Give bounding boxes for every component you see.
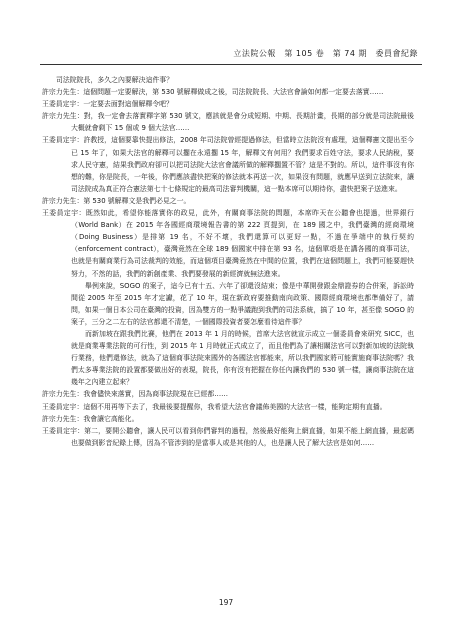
paragraph: 王委員定宇：既然如此，希望你能落實你的政見，此外，有關商事法院的問題，本席昨天在公聽會也提過，世界銀行（World Bank）在 2015 年各國經商環境報告書的第 222 頁提到，在 189 國之中，我們臺灣的經商環境（Doing Business）是排第 19 名，不好不壞，我們還算可以更好一點，不過在爭端中的執行契約（enforcement contract），臺灣竟然在全球 189 個國家中排在第 93 名，這個單項是在講各國的商事司法，也就是有關商業行為司法裁判的效能，而這個項目臺灣竟然在中間的位置，我們在這個問題上，我們可能要趕快努力，不然的話，我們的新創產業、我們要發展的新經濟就無法進來。 xyxy=(42,209,414,278)
paragraph: 許宗力先生：這個問題一定要解決，第 530 號解釋做成之後，司法院院長、大法官會論如何都一定要去落實…… xyxy=(42,88,384,97)
paragraph: 王委員定宇：第二，要開公聽會，讓人民可以看到你們審判的過程，然後最好能夠上網直播，如果不能上網直播，最起碼也要做到影音紀錄上傳，因為不管涉到的是當事人或是其他的人，也是讓人民了解大法官是如何…… xyxy=(42,426,414,447)
document-body xyxy=(42,74,414,594)
paragraph: 許宗力先生：我會儘快來落實，因為商事法院現在已經都…… xyxy=(42,390,229,399)
header-title: 立法院公報 第 105 卷 第 74 期 委員會紀錄 xyxy=(233,49,418,58)
paragraph: 舉例來說，SOGO 的案子，這今已有十五、六年了卻還沒結束；像是中華開發跟金鼎證券的合併案，訴訟時間從 2005 年至 2015 年才定讞，花了 10 年，現在新政府要推動南向政策、國際經商環境也都準備好了，請問，如果一個日本公司在臺灣的投資，因為雙方的一點爭議跑到我們的司法系統，搞了 10 年，甚至像 SOGO 的案子，三分之二左右的法官都還不清楚，一個國際投資者要怎麼看待這件事？ xyxy=(71,281,414,326)
paragraph: 許宗力先生：對，我一定會去落實釋字第 530 號文，應該就是會分成短期、中期、長期計畫，長期的部分就是司法院最後大概就會剩下 15 個或 9 個大法官…… xyxy=(42,112,414,133)
page-number: 197 xyxy=(218,598,234,607)
paragraph: 而新加坡在跟我們比賽，他們在 2013 年 1 月的時候，首席大法官就宣示成立一個委員會來研究 SICC，也就是商業專業法院的可行性，到 2015 年 1 月時就正式成立了，而且他們為了讓相關法官可以對新加坡的法院執行業務，他們還修法，就為了這個商事法院來國外的各國法官都能來，所以我們國家將可能實施商事法院嗎？我們太多專業法院的設置都要做出好的表現，院長，你有沒有把握在你任內讓我們的 530 號一樣，讓商事法院在這幾年之內建立起來？ xyxy=(71,329,414,387)
paragraph: 王委員定宇：許教授，這個要靠快提出修法，2008 年司法院曾經提過修法，但當時立法院沒有處理，這個釋憲文提出至今已 15 年了，如果大法官的解釋可以擱在永遠擱 15 年，解釋文有何用？我們要求百姓守法，要求人民納稅，要求人民守憲，結果我們政府卻可以把司法院大法官會議所做的解釋擱置不管？這是不對的。所以，這件事沒有你想的難，你是院長，一年後，你們應該盡快把案的修法就本再送一次，如果沒有問題，就應早送到立法院來，讓司法院成為真正符合憲法第七十七條規定的最高司法審判機關，這一點本席可以期待你，盡快把案子送進來。 xyxy=(42,136,414,193)
page-header xyxy=(40,48,422,65)
paragraph: 許宗力先生：第 530 號解釋文是我們必見之一。 xyxy=(42,196,191,205)
paragraph: 許宗力先生：我會讓它高能化。 xyxy=(42,414,139,423)
paragraph: 司法院院長，多久之內要解決這件事？ xyxy=(56,76,174,84)
paragraph: 王委員定宇：這個不用再等下去了，我最後要提醒你，我希望大法官會議佈美國的大法官一樣，能夠定期有直播。 xyxy=(42,402,387,411)
paragraph: 王委員定宇：一定要去面對這個解釋令吧？ xyxy=(42,100,173,109)
